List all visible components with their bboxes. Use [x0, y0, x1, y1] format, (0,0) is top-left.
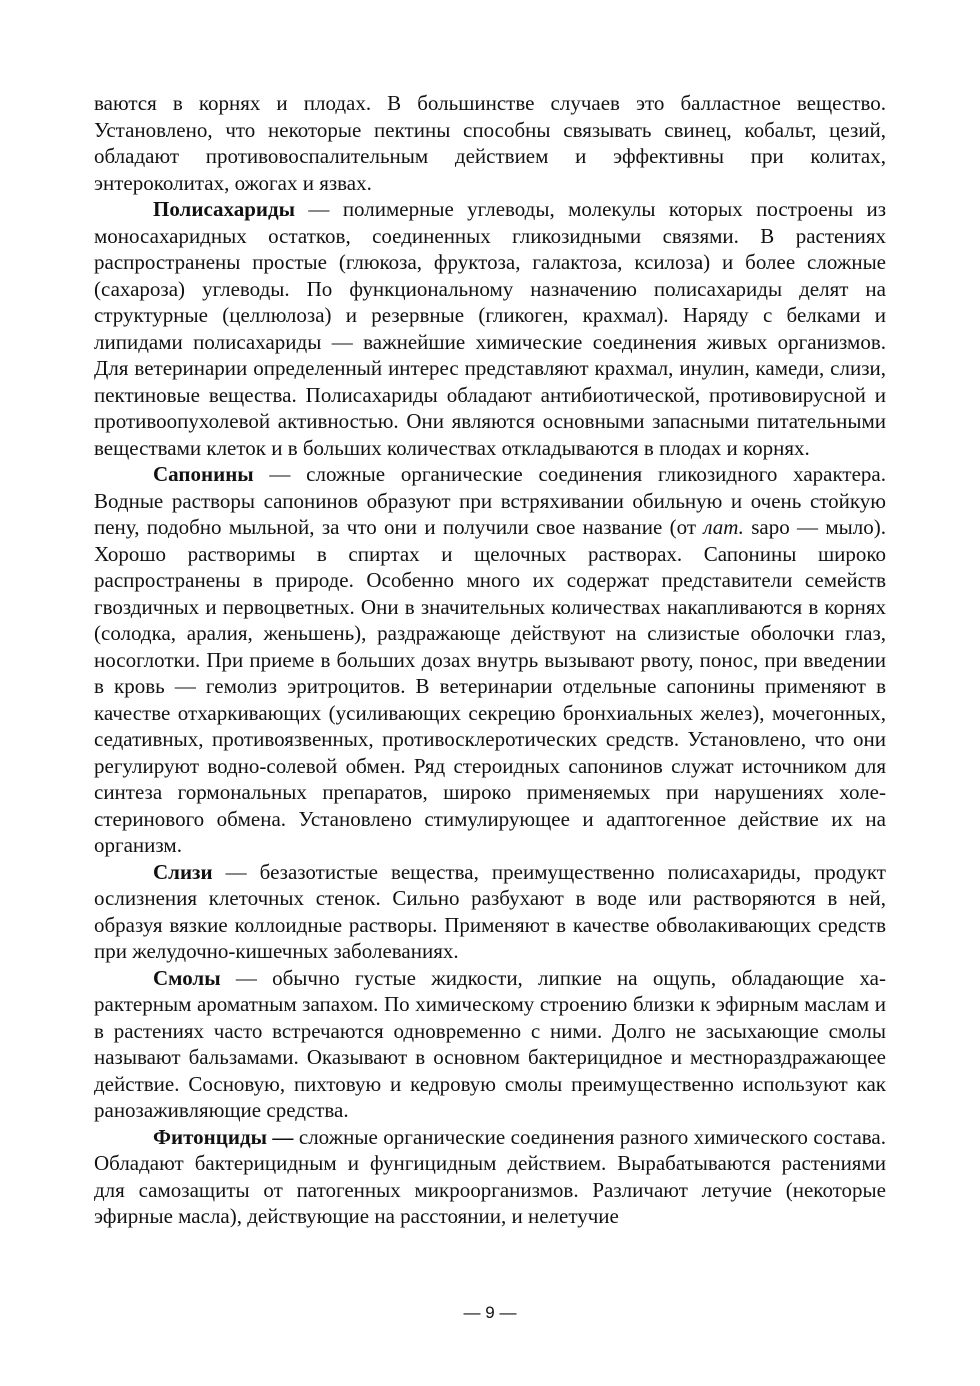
- paragraph-saponins: [94, 461, 886, 859]
- paragraph-pectins-continued: [94, 90, 886, 196]
- paragraph-text: — обычно густые жидкости, липкие на ощупь, обладающие характерным ароматным запахом. По химическому строению близки к эфирным маслам и в растениях часто встречаются одновременно с ними. Долго не засыхающие смолы называют бальзамами. Оказывают в основном бактерицидное и местнораздражающее действие. Сосновую, пихтовую и кедровую смолы преимущественно используют как ранозаживляющие средства.: [94, 965, 886, 1122]
- term-heading: Полисахариды: [153, 197, 296, 221]
- page-number: — 9 —: [463, 1303, 517, 1322]
- paragraph-text: сложные органические соединения разного химического состава. Обладают бактерицидным и фунгицидным действием. Вырабатываются растениями для самозащиты от патогенных микроорганизмов. Различают летучие (некоторые эфирные масла), действующие на расстоянии, и нелетучие: [94, 1124, 886, 1228]
- italic-abbreviation: лат.: [703, 515, 744, 539]
- paragraph-polysaccharides: [94, 196, 886, 461]
- paragraph-text: sapo — мыло). Хорошо растворимы в спиртах и щелочных растворах. Сапонины широко распространены в природе. Особенно много их содержат представители семейств гвоздичных и первоцветных. Они в значительных количествах накапливаются в корнях (солодка, аралия, женьшень), раздражающе действуют на слизистые оболочки глаз, носоглотки. При приеме в больших дозах внутрь вызывают рвоту, понос, при введении в кровь — гемолиз эритроцитов. В ветеринарии отдельные сапонины применяют в качестве отхаркивающих (усиливающих секрецию бронхиальных желез), мочегонных, седативных, противоязвенных, противосклеротических средств. Установлено, что они регулируют водно-солевой обмен. Ряд стероидных сапонинов служат источником для синтеза гормональных препаратов, широко применяемых при нарушениях холестеринового обмена. Установлено стимулирующее и адаптогенное действие их на организм.: [94, 515, 886, 857]
- paragraph-mucilages: [94, 859, 886, 965]
- term-heading: Фитонциды —: [153, 1124, 294, 1149]
- term-heading: Смолы: [153, 965, 221, 990]
- paragraph-text: — сложные органические соединения гликозидного характера. Водные растворы сапонинов образуют при встряхивании обильную и очень стойкую пену, подобно мыльной, за что они и получили свое название (от: [94, 462, 886, 539]
- paragraph-text: ваются в корнях и плодах. В большинстве случаев это балластное вещество. Установлено, что некоторые пектины способны связывать свинец, кобальт, цезий, обладают противовоспалительным действием и эффективны при колитах, энтероколитах, ожогах и язвах.: [94, 91, 886, 195]
- paragraph-phytoncides: [94, 1124, 886, 1230]
- paragraph-resins: [94, 965, 886, 1124]
- term-heading: Слизи: [153, 859, 213, 884]
- page-body: [94, 90, 886, 1230]
- paragraph-text: — безазотистые вещества, преимущественно полисахариды, продукт ослизнения клеточных стенок. Сильно разбухают в воде или растворяются в ней, образуя вязкие коллоидные растворы. Применяют в качестве обволакивающих средств при желудочно-кишечных заболеваниях.: [94, 859, 886, 963]
- term-heading: Сапонины: [153, 462, 254, 486]
- paragraph-text: — полимерные углеводы, молекулы которых построены из моносахаридных остатков, соединенных гликозидными связями. В растениях распространены простые (глюкоза, фруктоза, галактоза, ксилоза) и более сложные (сахароза) углеводы. По функциональному назначению полисахариды делят на структурные (целлюлоза) и резервные (гликоген, крахмал). Наряду с белками и липидами полисахариды — важнейшие химические соединения живых организмов. Для ветеринарии определенный интерес представляют крахмал, инулин, камеди, слизи, пектиновые вещества. Полисахариды обладают антибиотической, противовирусной и противоопухолевой активностью. Они являются основными запасными питательными веществами клеток и в больших количествах откладываются в плодах и корнях.: [94, 197, 886, 460]
